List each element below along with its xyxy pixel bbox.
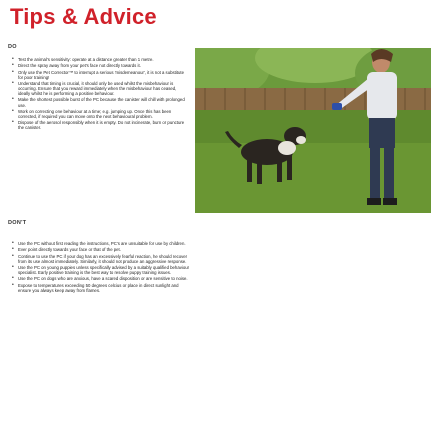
do-heading: DO bbox=[8, 44, 17, 50]
page-title: Tips & Advice bbox=[10, 4, 157, 29]
list-item: • Dispose of the aerosol responsibly when it is empty. Do not incinerate, burn or puncture the canister. bbox=[12, 120, 187, 130]
list-item: • Test the animal's sensitivity: operate at a distance greater than 1 metre. bbox=[12, 57, 187, 62]
list-item: • Continue to use the PC if your dog has an excessively fearful reaction, he should recover from its use almost immediately. Similarly, it should not produce an aggressive response. bbox=[12, 254, 190, 264]
list-item: • Work on correcting one behaviour at a time; e.g. jumping up. Once this has been corrected, if required you can move onto the next behavioural problem. bbox=[12, 109, 187, 119]
list-item: • Only use the Pet Corrector™ to interrupt a serious 'misdemeanour', it is not a substitute for poor training! bbox=[12, 70, 187, 80]
list-item: • Ever point directly towards your face or that of the pet. bbox=[12, 247, 190, 252]
list-item: • Use the PC on young puppies unless specifically advised by a suitably qualified behaviour specialist. Early positive training is the best way to resolve puppy training issues. bbox=[12, 265, 190, 275]
list-item: • Direct the spray away from your pet's face not directly towards it. bbox=[12, 63, 187, 68]
do-list bbox=[12, 57, 187, 132]
dont-heading: DON'T bbox=[8, 220, 27, 226]
dog-training-photo bbox=[195, 48, 431, 213]
list-item: • Understand that timing is crucial, it should only be used whilst the misbehaviour is occurring. Ensure that you reward immediately when the misbehaviour has ceased, ideally whilst he is performing a positive behaviour. bbox=[12, 81, 187, 96]
list-item: • Make the shortest possible burst of the PC because the canister will chill with prolonged use. bbox=[12, 97, 187, 107]
list-item: • Use the PC on dogs who are anxious, have a scared disposition or are sensitive to noise. bbox=[12, 276, 190, 281]
list-item: • Expose to temperatures exceeding 50 degrees celcius or place in direct sunlight and ensure you always keep away from flames. bbox=[12, 283, 190, 293]
dont-list bbox=[12, 241, 190, 294]
list-item: • Use the PC without first reading the instructions, PC's are unsuitable for use by children. bbox=[12, 241, 190, 246]
